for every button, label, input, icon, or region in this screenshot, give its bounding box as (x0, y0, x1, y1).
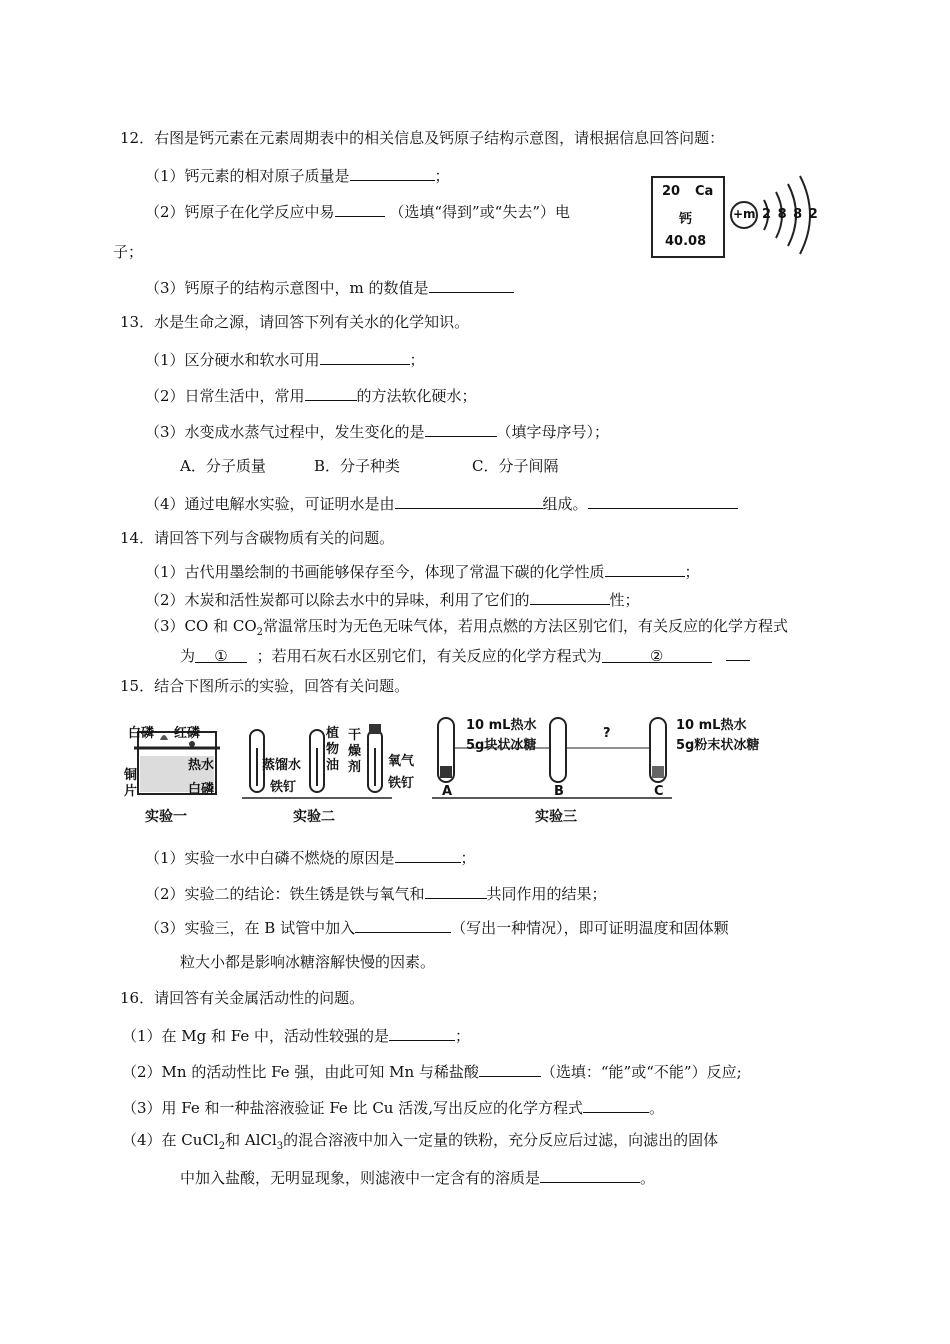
q14-blank-1[interactable]: ① (195, 646, 247, 663)
exp2-label: 剂 (348, 760, 362, 775)
q12-part1: （1）钙元素的相对原子质量是 ； (145, 164, 450, 186)
red-phosphorus (189, 741, 195, 747)
q14-stem: 14．请回答下列与含碳物质有关的问题。 (120, 529, 395, 547)
q12-stem: 12．右图是钙元素在元素周期表中的相关信息及钙原子结构示意图，请根据信息回答问题： (120, 129, 725, 147)
shell-electrons: 2 8 8 2 (762, 207, 819, 222)
q13-stem: 13．水是生命之源，请回答下列有关水的化学知识。 (120, 313, 470, 331)
exp1-caption: 实验一 (145, 809, 187, 825)
exp3-label-a2: 5g块状冰糖 (466, 738, 537, 753)
q16-blank3[interactable] (583, 1096, 649, 1113)
q16-part2: （2）Mn 的活动性比 Fe 强，由此可知 Mn 与稀盐酸 （选填：“能”或“不能”）反应; (122, 1060, 742, 1082)
q15-part1: （1）实验一水中白磷不燃烧的原因是 ； (145, 846, 476, 868)
tube-label-b: B (554, 784, 564, 799)
exp2-label: 铁钉 (270, 780, 297, 795)
q12-blank3[interactable] (429, 276, 514, 293)
exp3-label-a: 10 mL热水 (466, 718, 537, 733)
q13-blank5[interactable] (588, 492, 738, 509)
exp2-label: 氧气 (388, 754, 415, 769)
element-symbol: Ca (695, 184, 714, 199)
exp1-label: 白磷 (188, 782, 215, 797)
q13-part4: （4）通过电解水实验，可证明水是由 组成。 (145, 492, 738, 514)
q13-option-c: C．分子间隔 (472, 457, 559, 475)
test-tube-b (550, 718, 566, 782)
q13-blank1[interactable] (320, 348, 410, 365)
exp2-label: 蒸馏水 (262, 758, 302, 773)
exp2-label: 油 (326, 758, 340, 773)
q16-blank4[interactable] (540, 1166, 640, 1183)
q14-blank-2-extra[interactable] (726, 644, 750, 661)
exp3-caption: 实验三 (535, 809, 577, 825)
exp1-label: 片 (124, 784, 138, 799)
exp2-caption: 实验二 (293, 809, 335, 825)
q13-part3: （3）水变成水蒸气过程中，发生变化的是 （填字母序号）； (145, 420, 609, 442)
q14-blank-2[interactable]: ② (602, 646, 712, 663)
q15-stem: 15．结合下图所示的实验，回答有关问题。 (120, 677, 410, 695)
q12-part3: （3）钙原子的结构示意图中，m 的数值是 (145, 276, 514, 298)
liquid-a (440, 766, 452, 778)
exp1-label: 白磷 (128, 726, 155, 741)
exp1-label: 红磷 (174, 726, 201, 741)
element-card (651, 176, 725, 258)
q15-part3-cont: 粒大小都是影响冰糖溶解快慢的因素。 (180, 953, 436, 971)
q14-blank1[interactable] (605, 560, 685, 577)
q16-stem: 16．请回答有关金属活动性的问题。 (120, 989, 365, 1007)
q15-blank1[interactable] (395, 846, 461, 863)
q16-part4: （4）在 CuCl$_2$和 AlCl$_3$的混合溶液中加入一定量的铁粉，充分反应后过滤，向滤出的固体 (122, 1131, 719, 1152)
q14-part1: （1）古代用墨绘制的书画能够保存至今，体现了常温下碳的化学性质 ； (145, 560, 700, 582)
q13-blank4[interactable] (395, 492, 543, 509)
tube-label-a: A (442, 784, 453, 799)
q16-part1: （1）在 Mg 和 Fe 中，活动性较强的是 ； (122, 1024, 470, 1046)
exp2-label: 植 (326, 726, 340, 741)
exp2-label: 物 (326, 742, 340, 757)
q16-blank1[interactable] (389, 1024, 455, 1041)
exp2-label: 铁钉 (388, 776, 415, 791)
q16-blank2[interactable] (479, 1060, 541, 1077)
q12-blank2[interactable] (335, 200, 385, 217)
exp1-label: 热水 (188, 758, 215, 773)
flame-icon (160, 735, 168, 740)
q14-blank2[interactable] (530, 588, 610, 605)
q13-part2: （2）日常生活中，常用 的方法软化硬水； (145, 384, 477, 406)
q16-part4-cont: 中加入盐酸，无明显现象，则滤液中一定含有的溶质是 。 (180, 1166, 655, 1188)
liquid-c (652, 766, 664, 778)
q15-part3: （3）实验三，在 B 试管中加入 （写出一种情况），即可证明温度和固体颗 (145, 916, 729, 938)
element-number: 20 (662, 184, 681, 199)
exp2-label: 干 (348, 728, 362, 743)
exp3-label-question: ? (603, 726, 611, 741)
q14-part2: （2）木炭和活性炭都可以除去水中的异味，利用了它们的 性； (145, 588, 640, 610)
q14-part3: （3）CO 和 $CO_2$常温常压时为无色无味气体，若用点燃的方法区别它们，有关反应的化学方程式 (145, 617, 789, 638)
element-mass: 40.08 (665, 234, 707, 249)
tube-label-c: C (654, 784, 664, 799)
exp2-label: 燥 (348, 744, 362, 759)
exp3-label-c: 10 mL热水 (676, 718, 747, 733)
q15-blank2[interactable] (425, 882, 487, 899)
exp3-label-c2: 5g粉末状冰糖 (676, 738, 760, 753)
q13-blank2[interactable] (305, 384, 357, 401)
nucleus-label: +m (733, 207, 756, 221)
q13-blank3[interactable] (425, 420, 497, 437)
q13-option-a: A．分子质量 (180, 457, 266, 475)
q12-blank1[interactable] (350, 164, 435, 181)
q15-part2: （2）实验二的结论：铁生锈是铁与氧气和 共同作用的结果； (145, 882, 607, 904)
q12-part2: （2）钙原子在化学反应中易 （选填“得到”或“失去”）电 (145, 200, 570, 222)
q13-part1: （1）区分硬水和软水可用 ； (145, 348, 425, 370)
q15-blank3[interactable] (355, 916, 451, 933)
q16-part3: （3）用 Fe 和一种盐溶液验证 Fe 比 Cu 活泼,写出反应的化学方程式 。 (122, 1096, 664, 1118)
q14-part3-cont: 为 ① ；若用石灰石水区别它们，有关反应的化学方程式为 ② (180, 644, 750, 666)
q13-option-b: B．分子种类 (314, 457, 401, 475)
desiccant (369, 724, 381, 734)
element-name: 钙 (679, 212, 693, 227)
exp1-label: 铜 (124, 768, 138, 783)
q12-part2-cont: 子； (113, 243, 144, 261)
